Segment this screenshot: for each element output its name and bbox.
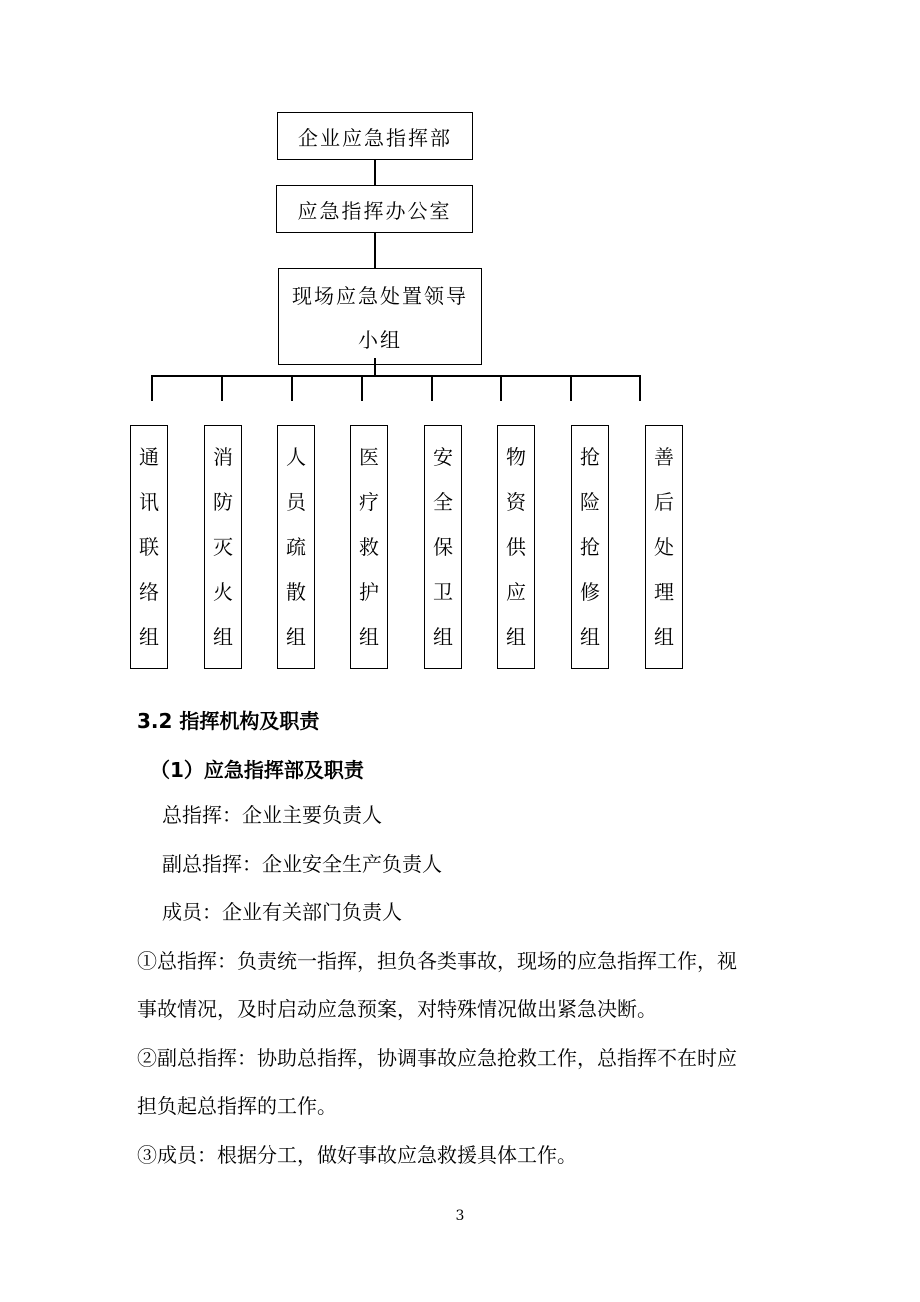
group-char: 联	[139, 534, 159, 559]
duty-3: ③成员：根据分工，做好事故应急救援具体工作。	[137, 1143, 577, 1167]
group-char: 救	[359, 534, 379, 559]
branch-drop	[151, 375, 153, 401]
chart-box-field-leadership	[278, 268, 482, 365]
branch-bar	[151, 375, 640, 377]
group-char: 组	[213, 625, 233, 650]
role-line-commander: 总指挥：企业主要负责人	[162, 803, 382, 827]
group-char: 疏	[286, 534, 306, 559]
group-char: 修	[580, 580, 600, 605]
group-char: 人	[286, 444, 306, 469]
branch-drop	[570, 375, 572, 401]
group-char: 保	[433, 534, 453, 559]
branch-drop	[361, 375, 363, 401]
group-char: 险	[580, 489, 600, 514]
duty-2-line-2: 担负起总指挥的工作。	[137, 1094, 337, 1118]
group-char: 络	[139, 580, 159, 605]
group-char: 员	[286, 489, 306, 514]
group-char: 组	[654, 625, 674, 650]
chart-box-command-office-label: 应急指挥办公室	[297, 198, 452, 223]
group-char: 理	[654, 580, 674, 605]
duty-1-line-2: 事故情况，及时启动应急预案，对特殊情况做出紧急决断。	[137, 997, 657, 1021]
connector-1	[374, 160, 376, 185]
group-char: 组	[359, 625, 379, 650]
group-char: 组	[139, 625, 159, 650]
role-line-deputy: 副总指挥：企业安全生产负责人	[162, 852, 442, 876]
branch-drop	[431, 375, 433, 401]
chart-box-command-office	[276, 185, 473, 233]
chart-box-field-leadership-line1: 现场应急处置领导	[292, 284, 468, 308]
chart-box-field-leadership-line2: 小组	[358, 328, 402, 352]
page-number: 3	[455, 1208, 465, 1224]
group-char: 应	[506, 580, 526, 605]
section-title: 3.2 指挥机构及职责	[137, 709, 320, 733]
connector-3	[374, 358, 376, 376]
group-char: 散	[286, 580, 306, 605]
group-box-supplies	[497, 425, 535, 669]
branch-drop	[291, 375, 293, 401]
role-line-members: 成员：企业有关部门负责人	[162, 900, 402, 924]
group-char: 组	[506, 625, 526, 650]
group-char: 火	[213, 580, 233, 605]
group-char: 消	[213, 444, 233, 469]
branch-drop	[221, 375, 223, 401]
group-char: 防	[213, 489, 233, 514]
group-char: 医	[359, 444, 379, 469]
group-box-communications	[130, 425, 168, 669]
group-char: 处	[654, 534, 674, 559]
group-char: 后	[654, 489, 674, 514]
group-box-firefighting	[204, 425, 242, 669]
group-char: 物	[506, 444, 526, 469]
group-char: 善	[654, 444, 674, 469]
group-char: 供	[506, 534, 526, 559]
group-char: 资	[506, 489, 526, 514]
group-box-rescue-repair	[571, 425, 609, 669]
group-char: 抢	[580, 534, 600, 559]
connector-2	[374, 233, 376, 268]
group-char: 组	[580, 625, 600, 650]
group-box-aftermath	[645, 425, 683, 669]
group-char: 讯	[139, 489, 159, 514]
group-char: 卫	[433, 580, 453, 605]
duty-2-line-1: ②副总指挥：协助总指挥，协调事故应急抢救工作，总指挥不在时应	[137, 1046, 737, 1070]
group-box-security	[424, 425, 462, 669]
group-char: 通	[139, 444, 159, 469]
group-char: 全	[433, 489, 453, 514]
chart-box-command-hq	[277, 112, 473, 160]
group-box-medical	[350, 425, 388, 669]
section-subtitle: （1）应急指挥部及职责	[150, 758, 364, 782]
group-char: 护	[359, 580, 379, 605]
group-box-evacuation	[277, 425, 315, 669]
branch-drop	[500, 375, 502, 401]
group-char: 疗	[359, 489, 379, 514]
group-char: 抢	[580, 444, 600, 469]
chart-box-command-hq-label: 企业应急指挥部	[298, 125, 452, 150]
group-char: 组	[433, 625, 453, 650]
branch-drop	[639, 375, 641, 401]
group-char: 安	[433, 444, 453, 469]
group-char: 灭	[213, 534, 233, 559]
group-char: 组	[286, 625, 306, 650]
duty-1-line-1: ①总指挥：负责统一指挥，担负各类事故，现场的应急指挥工作，视	[137, 949, 737, 973]
